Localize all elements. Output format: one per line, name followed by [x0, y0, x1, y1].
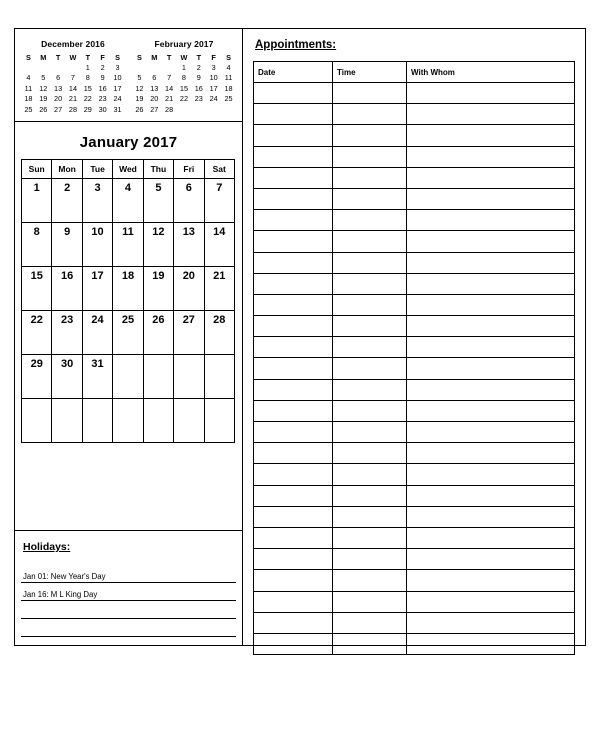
- appointment-with-whom-cell[interactable]: [407, 337, 575, 358]
- table-row: [254, 146, 575, 167]
- appointment-date-cell[interactable]: [254, 527, 333, 548]
- table-row: [254, 570, 575, 591]
- main-month-section: [15, 122, 242, 443]
- main-week-row: [22, 222, 235, 266]
- appointment-date-cell[interactable]: [254, 294, 333, 315]
- appointment-date-cell[interactable]: [254, 337, 333, 358]
- table-row: [254, 591, 575, 612]
- appointment-date-cell[interactable]: [254, 633, 333, 654]
- appointment-time-cell[interactable]: [333, 337, 407, 358]
- mini-day-cell: 16: [194, 83, 203, 93]
- mini-day-cell: 25: [24, 104, 33, 114]
- appointment-date-cell[interactable]: [254, 443, 333, 464]
- holiday-line[interactable]: Jan 01: New Year's Day: [21, 565, 236, 583]
- day-cell[interactable]: [113, 354, 143, 398]
- appointment-date-cell[interactable]: [254, 210, 333, 231]
- table-row: [254, 167, 575, 188]
- table-row: [254, 316, 575, 337]
- table-row: [254, 549, 575, 570]
- table-row: [254, 210, 575, 231]
- appointment-with-whom-cell[interactable]: [407, 358, 575, 379]
- day-cell[interactable]: [143, 354, 173, 398]
- mini-day-cell: 2: [100, 62, 105, 72]
- appointment-with-whom-cell[interactable]: [407, 125, 575, 146]
- appointments-table: [253, 61, 575, 655]
- mini-week-row: [21, 104, 125, 115]
- mini-day-cell: 6: [56, 73, 61, 82]
- table-row: [254, 252, 575, 273]
- day-cell[interactable]: 5: [143, 178, 173, 222]
- holidays-section: [15, 530, 242, 645]
- mini-weekday: F: [211, 52, 216, 62]
- mini-day-cell: 27: [150, 104, 159, 114]
- appointment-time-cell[interactable]: [333, 125, 407, 146]
- mini-week-row: [21, 73, 125, 84]
- day-cell[interactable]: 13: [174, 222, 204, 266]
- mini-day-cell: [206, 104, 221, 115]
- left-column: [15, 29, 243, 645]
- day-cell[interactable]: 4: [113, 178, 143, 222]
- holiday-line[interactable]: [21, 619, 236, 637]
- day-cell[interactable]: 21: [204, 266, 234, 310]
- appointment-with-whom-cell[interactable]: [407, 506, 575, 527]
- mini-day-cell: 9: [196, 73, 201, 82]
- appointment-with-whom-cell[interactable]: [407, 252, 575, 273]
- appointment-with-whom-cell[interactable]: [407, 527, 575, 548]
- mini-weekday-header-row: [21, 52, 125, 62]
- appointment-time-cell[interactable]: [333, 167, 407, 188]
- appointment-time-cell[interactable]: [333, 146, 407, 167]
- mini-weekday: F: [100, 52, 105, 62]
- main-week-row: [22, 398, 235, 442]
- table-row: [254, 273, 575, 294]
- mini-day-cell: 14: [165, 83, 174, 93]
- appointment-time-cell[interactable]: [333, 633, 407, 654]
- appointment-with-whom-cell[interactable]: [407, 612, 575, 633]
- mini-day-cell: 11: [24, 83, 33, 93]
- appointment-time-cell[interactable]: [333, 549, 407, 570]
- mini-week-row: [132, 73, 236, 84]
- main-week-row: [22, 178, 235, 222]
- table-row: [254, 612, 575, 633]
- mini-day-cell: 24: [209, 94, 218, 103]
- mini-day-cell: 23: [98, 94, 107, 103]
- mini-day-cell: 10: [113, 73, 122, 82]
- mini-day-cell: [66, 62, 81, 73]
- appointment-time-cell[interactable]: [333, 527, 407, 548]
- main-week-row: [22, 310, 235, 354]
- mini-day-cell: 24: [113, 94, 122, 103]
- day-cell[interactable]: 19: [143, 266, 173, 310]
- mini-day-cell: [51, 62, 66, 73]
- main-week-row: [22, 266, 235, 310]
- main-weekday-sun: Sun: [22, 159, 52, 178]
- table-row: [254, 422, 575, 443]
- appointment-date-cell[interactable]: [254, 316, 333, 337]
- appointment-with-whom-cell[interactable]: [407, 464, 575, 485]
- day-cell[interactable]: 11: [113, 222, 143, 266]
- mini-day-cell: 13: [150, 83, 159, 93]
- appointment-date-cell[interactable]: [254, 231, 333, 252]
- appointment-time-cell[interactable]: [333, 273, 407, 294]
- main-weekday-header-row: [22, 159, 235, 178]
- day-cell[interactable]: 28: [204, 310, 234, 354]
- mini-day-cell: 5: [41, 73, 46, 82]
- day-cell[interactable]: [52, 398, 82, 442]
- appointment-with-whom-cell[interactable]: [407, 443, 575, 464]
- table-row: [254, 633, 575, 654]
- mini-week-row: [21, 62, 125, 73]
- mini-weekday: S: [136, 52, 142, 62]
- appointment-date-cell[interactable]: [254, 188, 333, 209]
- day-cell[interactable]: [143, 398, 173, 442]
- appointment-date-cell[interactable]: [254, 252, 333, 273]
- day-cell[interactable]: 9: [52, 222, 82, 266]
- table-row: [254, 231, 575, 252]
- mini-day-cell: 26: [135, 104, 144, 114]
- mini-day-cell: 17: [209, 83, 218, 93]
- table-row: [254, 400, 575, 421]
- mini-weekday: W: [69, 52, 77, 62]
- day-cell[interactable]: 22: [22, 310, 52, 354]
- planner-sheet: [14, 28, 586, 646]
- mini-day-cell: [162, 62, 177, 73]
- table-row: [254, 464, 575, 485]
- table-row: [254, 485, 575, 506]
- appointment-time-cell[interactable]: [333, 358, 407, 379]
- mini-day-cell: 17: [113, 83, 122, 93]
- appointment-time-cell[interactable]: [333, 612, 407, 633]
- mini-day-cell: 30: [98, 104, 107, 114]
- mini-day-cell: 7: [70, 73, 75, 82]
- mini-day-cell: 22: [179, 94, 189, 103]
- appointment-time-cell[interactable]: [333, 294, 407, 315]
- mini-day-cell: 3: [115, 62, 120, 72]
- day-cell[interactable]: [204, 398, 234, 442]
- day-cell[interactable]: 23: [52, 310, 82, 354]
- appointments-section: [243, 29, 585, 645]
- appointment-time-cell[interactable]: [333, 591, 407, 612]
- mini-week-row: [21, 83, 125, 94]
- mini-weekday: T: [166, 52, 172, 62]
- mini-month-previous: [21, 39, 125, 115]
- appointment-date-cell[interactable]: [254, 570, 333, 591]
- mini-day-cell: 2: [196, 62, 201, 72]
- appointment-time-cell[interactable]: [333, 83, 407, 104]
- main-week-row: [22, 354, 235, 398]
- mini-day-cell: 27: [54, 104, 63, 114]
- mini-weekday: M: [151, 52, 158, 62]
- appointment-date-cell[interactable]: [254, 358, 333, 379]
- main-month-title: January 2017: [79, 133, 178, 151]
- mini-day-cell: 1: [85, 62, 90, 72]
- mini-day-cell: 23: [194, 94, 203, 103]
- appointment-time-cell[interactable]: [333, 252, 407, 273]
- appointment-with-whom-cell[interactable]: [407, 210, 575, 231]
- appointment-date-cell[interactable]: [254, 273, 333, 294]
- appointment-date-cell[interactable]: [254, 379, 333, 400]
- mini-week-row: [21, 94, 125, 105]
- appointment-with-whom-cell[interactable]: [407, 485, 575, 506]
- day-cell[interactable]: 26: [143, 310, 173, 354]
- appointment-with-whom-cell[interactable]: [407, 294, 575, 315]
- day-cell[interactable]: [174, 354, 204, 398]
- appointment-with-whom-cell[interactable]: [407, 633, 575, 654]
- appointment-with-whom-cell[interactable]: [407, 273, 575, 294]
- appointment-with-whom-cell[interactable]: [407, 231, 575, 252]
- mini-weekday: T: [85, 52, 91, 62]
- mini-week-row: [132, 104, 236, 115]
- appointment-date-cell[interactable]: [254, 400, 333, 421]
- appointment-date-cell[interactable]: [254, 612, 333, 633]
- day-cell[interactable]: 7: [204, 178, 234, 222]
- table-row: [254, 379, 575, 400]
- appointment-date-cell[interactable]: [254, 83, 333, 104]
- mini-day-cell: 28: [68, 104, 78, 114]
- table-row: [254, 337, 575, 358]
- mini-week-row: [132, 62, 236, 73]
- day-cell[interactable]: 20: [174, 266, 204, 310]
- mini-day-cell: 4: [26, 73, 31, 82]
- day-cell[interactable]: 24: [82, 310, 112, 354]
- table-row: [254, 294, 575, 315]
- appointment-time-cell[interactable]: [333, 210, 407, 231]
- mini-weekday: S: [115, 52, 120, 62]
- day-cell[interactable]: [174, 398, 204, 442]
- appointment-time-cell[interactable]: [333, 422, 407, 443]
- appointment-with-whom-cell[interactable]: [407, 167, 575, 188]
- appointment-time-cell[interactable]: [333, 443, 407, 464]
- appointment-date-cell[interactable]: [254, 146, 333, 167]
- mini-day-cell: [221, 104, 236, 115]
- mini-day-cell: 31: [113, 104, 122, 114]
- holiday-line[interactable]: [21, 601, 236, 619]
- mini-weekday: M: [40, 52, 47, 62]
- table-row: [254, 104, 575, 125]
- appointments-column-date: Date: [254, 62, 333, 83]
- appointment-with-whom-cell[interactable]: [407, 549, 575, 570]
- mini-day-cell: 10: [209, 73, 218, 82]
- mini-day-cell: 13: [54, 83, 63, 93]
- day-cell[interactable]: 14: [204, 222, 234, 266]
- mini-day-cell: 3: [211, 62, 216, 72]
- mini-month-next-grid: [132, 52, 236, 115]
- appointment-date-cell[interactable]: [254, 422, 333, 443]
- mini-day-cell: 26: [39, 104, 48, 114]
- day-cell[interactable]: 8: [22, 222, 52, 266]
- mini-day-cell: 21: [165, 94, 174, 103]
- mini-day-cell: 19: [39, 94, 48, 103]
- appointment-with-whom-cell[interactable]: [407, 570, 575, 591]
- holiday-line[interactable]: Jan 16: M L King Day: [21, 583, 236, 601]
- main-weekday-tue: Tue: [82, 159, 112, 178]
- appointments-body: [254, 83, 575, 655]
- mini-week-row: [132, 94, 236, 105]
- mini-day-cell: 20: [150, 94, 159, 103]
- table-row: [254, 527, 575, 548]
- day-cell[interactable]: 17: [82, 266, 112, 310]
- table-row: [254, 443, 575, 464]
- mini-weekday: T: [196, 52, 202, 62]
- mini-day-cell: 6: [152, 73, 157, 82]
- appointment-time-cell[interactable]: [333, 464, 407, 485]
- main-weekday-sat: Sat: [204, 159, 234, 178]
- mini-day-cell: 16: [98, 83, 107, 93]
- appointments-column-time: Time: [333, 62, 407, 83]
- appointment-with-whom-cell[interactable]: [407, 83, 575, 104]
- day-cell[interactable]: [204, 354, 234, 398]
- mini-day-cell: 29: [83, 104, 92, 114]
- appointment-with-whom-cell[interactable]: [407, 104, 575, 125]
- mini-months-row: [15, 29, 242, 119]
- mini-month-previous-grid: [21, 52, 125, 115]
- appointment-date-cell[interactable]: [254, 506, 333, 527]
- mini-weekday-header-row: [132, 52, 236, 62]
- appointment-time-cell[interactable]: [333, 570, 407, 591]
- appointment-time-cell[interactable]: [333, 104, 407, 125]
- mini-day-cell: 25: [224, 94, 233, 103]
- appointment-time-cell[interactable]: [333, 231, 407, 252]
- appointment-date-cell[interactable]: [254, 485, 333, 506]
- mini-day-cell: 18: [24, 94, 33, 103]
- appointment-time-cell[interactable]: [333, 316, 407, 337]
- day-cell[interactable]: 16: [52, 266, 82, 310]
- mini-day-cell: 15: [179, 83, 189, 93]
- day-cell[interactable]: 25: [113, 310, 143, 354]
- mini-month-next-title: February 2017: [154, 39, 214, 49]
- appointment-date-cell[interactable]: [254, 104, 333, 125]
- day-cell[interactable]: 6: [174, 178, 204, 222]
- appointments-title: Appointments:: [255, 39, 337, 51]
- appointment-time-cell[interactable]: [333, 506, 407, 527]
- mini-day-cell: 4: [226, 62, 231, 72]
- appointment-date-cell[interactable]: [254, 549, 333, 570]
- appointment-with-whom-cell[interactable]: [407, 422, 575, 443]
- appointment-date-cell[interactable]: [254, 125, 333, 146]
- appointment-time-cell[interactable]: [333, 400, 407, 421]
- appointment-with-whom-cell[interactable]: [407, 400, 575, 421]
- mini-day-cell: 9: [100, 73, 105, 82]
- mini-month-next: [132, 39, 236, 115]
- day-cell[interactable]: 15: [22, 266, 52, 310]
- day-cell[interactable]: 30: [52, 354, 82, 398]
- main-weekday-mon: Mon: [52, 159, 82, 178]
- day-cell[interactable]: 1: [22, 178, 52, 222]
- table-row: [254, 506, 575, 527]
- day-cell[interactable]: 2: [52, 178, 82, 222]
- day-cell[interactable]: 18: [113, 266, 143, 310]
- mini-day-cell: 19: [135, 94, 144, 103]
- day-cell[interactable]: [113, 398, 143, 442]
- mini-weekday: S: [226, 52, 231, 62]
- day-cell[interactable]: [82, 398, 112, 442]
- day-cell[interactable]: 31: [82, 354, 112, 398]
- appointment-with-whom-cell[interactable]: [407, 379, 575, 400]
- appointments-header-row: [254, 62, 575, 83]
- mini-week-row: [132, 83, 236, 94]
- holidays-title: Holidays:: [23, 541, 71, 553]
- appointment-date-cell[interactable]: [254, 167, 333, 188]
- day-cell[interactable]: 12: [143, 222, 173, 266]
- day-cell[interactable]: 27: [174, 310, 204, 354]
- mini-day-cell: [147, 62, 162, 73]
- mini-day-cell: 14: [68, 83, 78, 93]
- mini-day-cell: [132, 62, 147, 73]
- appointment-date-cell[interactable]: [254, 464, 333, 485]
- day-cell[interactable]: 3: [82, 178, 112, 222]
- main-weekday-thu: Thu: [143, 159, 173, 178]
- mini-day-cell: 11: [224, 73, 233, 82]
- appointments-column-with-whom: With Whom: [407, 62, 575, 83]
- table-row: [254, 188, 575, 209]
- mini-day-cell: [36, 62, 51, 73]
- main-month-grid: [21, 159, 235, 443]
- mini-day-cell: [191, 104, 206, 115]
- mini-weekday: T: [55, 52, 61, 62]
- appointment-time-cell[interactable]: [333, 485, 407, 506]
- mini-day-cell: 12: [135, 83, 144, 93]
- mini-day-cell: 8: [181, 73, 186, 82]
- table-row: [254, 358, 575, 379]
- mini-weekday: W: [180, 52, 188, 62]
- mini-day-cell: 18: [224, 83, 233, 93]
- mini-day-cell: 20: [54, 94, 63, 103]
- day-cell[interactable]: 29: [22, 354, 52, 398]
- main-weekday-wed: Wed: [113, 159, 143, 178]
- mini-day-cell: 5: [137, 73, 142, 82]
- day-cell[interactable]: 10: [82, 222, 112, 266]
- appointment-with-whom-cell[interactable]: [407, 188, 575, 209]
- table-row: [254, 125, 575, 146]
- appointment-date-cell[interactable]: [254, 591, 333, 612]
- appointment-with-whom-cell[interactable]: [407, 591, 575, 612]
- day-cell[interactable]: [22, 398, 52, 442]
- mini-day-cell: 22: [83, 94, 92, 103]
- mini-day-cell: 12: [39, 83, 48, 93]
- appointment-time-cell[interactable]: [333, 188, 407, 209]
- mini-weekday: S: [25, 52, 31, 62]
- mini-day-cell: [21, 62, 36, 73]
- mini-day-cell: 28: [165, 104, 174, 114]
- main-weekday-fri: Fri: [174, 159, 204, 178]
- appointment-time-cell[interactable]: [333, 379, 407, 400]
- mini-day-cell: [177, 104, 192, 115]
- mini-month-previous-title: December 2016: [41, 39, 105, 49]
- table-row: [254, 83, 575, 104]
- mini-day-cell: 21: [68, 94, 78, 103]
- appointment-with-whom-cell[interactable]: [407, 146, 575, 167]
- appointment-with-whom-cell[interactable]: [407, 316, 575, 337]
- mini-day-cell: 7: [167, 73, 172, 82]
- mini-day-cell: 15: [83, 83, 92, 93]
- mini-day-cell: 8: [85, 73, 90, 82]
- mini-day-cell: 1: [181, 62, 186, 72]
